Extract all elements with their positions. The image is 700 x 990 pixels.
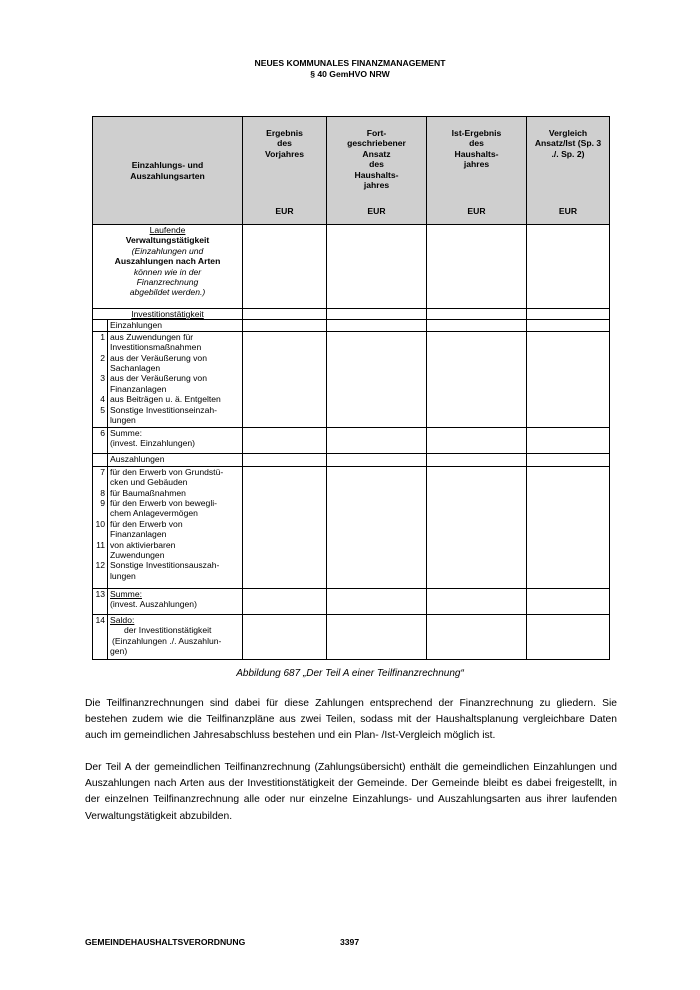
num-cell [93,320,108,331]
header-line: ./. Sp. 2) [551,148,585,159]
invest-heading-cell [93,309,243,320]
header-line: Ansatz [362,148,391,159]
value-cell [327,309,427,320]
value-cell [527,466,610,588]
item-line: gen) [110,645,128,656]
table-row-laufende-verwaltung [93,225,610,309]
lv-line: Verwaltungstätigkeit [125,235,210,246]
value-cell [527,331,610,427]
row-number [93,384,105,394]
value-cell [327,225,427,309]
row-number: 9 [100,497,105,508]
unit-label: EUR [367,205,386,216]
item-line: aus der Veräußerung von [110,373,207,384]
value-cell [527,614,610,659]
item-line: Investitionsmaßnahmen [110,342,202,353]
item-line: Summe: [110,588,142,599]
row-number [93,477,105,487]
table-row-summe-auszahlungen [93,588,610,614]
header-section: § 40 GemHVO NRW [310,69,390,79]
item-line: (Einzahlungen ./. Auszahlun- [112,635,222,646]
value-cell [327,331,427,427]
header-line: Ergebnis [266,128,303,138]
row-number [93,550,105,560]
value-cell [427,453,527,466]
value-cell [527,225,610,309]
einzahlungen-labels [108,331,243,427]
row-number [93,508,105,518]
item-line: Finanzanlagen [110,529,167,540]
num-cell [93,614,108,659]
value-cell [427,588,527,614]
value-cell [527,320,610,331]
header-line: Haushalts- [454,148,499,159]
value-cell [427,225,527,309]
footer-title: GEMEINDEHAUSHALTSVERORDNUNG [85,937,246,947]
value-cell [243,427,327,453]
item-line: für den Erwerb von [110,518,183,529]
value-cell [243,331,327,427]
unit-label: EUR [558,205,578,216]
value-cell [427,331,527,427]
item-line: cken und Gebäuden [110,477,188,488]
value-cell [427,309,527,320]
header-line: Fort- [366,128,387,138]
lv-line: Laufende [149,225,186,235]
item-line: Saldo: [110,614,135,625]
table-row-einzahlungen-heading [93,320,610,331]
item-line: chem Anlagevermögen [110,508,198,519]
column-header-ansatz [327,117,427,225]
page-number: 3397 [340,937,360,947]
auszahlungen-heading: Auszahlungen [108,453,243,466]
value-cell [243,466,327,588]
auszahlungen-labels [108,466,243,588]
teilfinanzrechnung-table [92,116,610,660]
row-number: 13 [95,588,105,599]
table-row-auszahlungen-heading [93,453,610,466]
table-row-einzahlungen-items [93,331,610,427]
value-cell [327,320,427,331]
row-number: 5 [100,404,105,415]
row-number: 4 [100,394,105,405]
item-line: Summe: [110,427,142,438]
column-header-ist [427,117,527,225]
item-line: (invest. Auszahlungen) [110,599,197,610]
invest-heading: Investitionstätigkeit [131,309,204,319]
table-row-auszahlungen-items [93,466,610,588]
body-paragraph-2: Der Teil A der gemeindlichen Teilfinanzrechnung (Zahlungsübersicht) enthält die gemeindlichen Einzahlungen und Auszahlungen nach Arten aus der Investitionstätigkeit der Gemeinde. Der Gemeinde bleibt es dabei freigestellt, in der einzelnen Teilfinanzrechnung alle oder nur einzelne Einzahlungs- und Auszahlungsarten aus ihrer laufenden Verwaltungstätigkeit abzubilden. [85,762,617,822]
header-line: des [277,138,292,149]
value-cell [427,466,527,588]
label-header-line: Auszahlungsarten [130,170,205,181]
lv-line: abgebildet werden.) [129,287,206,298]
label-column-header [93,117,243,225]
row-number [93,363,105,373]
header-line: Ist-Ergebnis [451,128,502,138]
item-line: lungen [110,414,136,425]
body-paragraph-1: Die Teilfinanzrechnungen sind dabei für diese Zahlungen entsprechend der Finanzrechnung zu gliedern. Sie bestehen zudem wie die Teilfinanzpläne aus zwei Teilen, sodass mit der Haushaltsplanung vergleichbare Daten auch im gemeindlichen Jahresabschluss bestehen und ein Plan- /Ist-Vergleich möglich ist. [85,698,617,742]
table-row-invest-heading [93,309,610,320]
item-line: für den Erwerb von bewegli- [110,497,217,508]
lv-line: können wie in der [133,266,202,277]
num-cell [93,331,108,427]
row-number: 1 [100,331,105,342]
header-line: Vorjahres [264,148,304,159]
summe-auszahlungen-label [108,588,243,614]
value-cell [427,614,527,659]
value-cell [327,466,427,588]
item-line: lungen [110,570,136,581]
value-cell [243,320,327,331]
header-line: geschriebener [347,138,406,149]
value-cell [243,225,327,309]
header-line: Vergleich [548,128,588,138]
header-line: Ansatz/Ist (Sp. 3 [534,138,602,149]
row-number: 8 [100,487,105,498]
header-line: jahres [463,159,490,170]
value-cell [243,453,327,466]
value-cell [243,614,327,659]
item-line: Sonstige Investitionseinzah- [110,404,218,415]
figure-caption: Abbildung 687 „Der Teil A einer Teilfinanzrechnung“ [236,668,464,679]
row-number: 12 [95,560,105,571]
value-cell [327,588,427,614]
value-cell [243,588,327,614]
header-title: NEUES KOMMUNALES FINANZMANAGEMENT [254,58,446,68]
unit-label: EUR [467,205,486,216]
num-cell [93,588,108,614]
row-number: 11 [96,539,105,550]
item-line: Finanzanlagen [110,383,167,394]
table-row-saldo [93,614,610,659]
value-cell [327,453,427,466]
page-header [0,58,700,80]
num-cell [93,466,108,588]
item-line: aus Beiträgen u. ä. Entgelten [110,394,221,405]
value-cell [527,427,610,453]
value-cell [527,309,610,320]
value-cell [527,453,610,466]
row-number [93,571,105,581]
num-cell [93,453,108,466]
item-line: der Investitionstätigkeit [124,625,212,636]
value-cell [327,614,427,659]
lv-line: Auszahlungen nach Arten [114,256,221,267]
item-line: für Baumaßnahmen [110,487,186,498]
table-row-summe-einzahlungen [93,427,610,453]
row-number [93,415,105,425]
einzahlungen-heading: Einzahlungen [108,320,243,331]
row-number [93,342,105,352]
value-cell [527,588,610,614]
item-line: (invest. Einzahlungen) [110,438,196,449]
lv-line: Finanzrechnung [136,277,199,288]
item-line: aus Zuwendungen für [110,331,194,342]
header-line: des [469,138,484,149]
row-number: 7 [100,466,105,477]
value-cell [427,427,527,453]
row-number: 6 [100,427,105,438]
lv-label-cell [93,225,243,309]
row-number [93,529,105,539]
summe-einzahlungen-label [108,427,243,453]
row-number: 2 [100,352,105,363]
table-header-row [93,117,610,225]
row-number: 14 [95,614,105,625]
item-line: von aktivierbaren [110,539,176,550]
value-cell [427,320,527,331]
column-header-vergleich [527,117,610,225]
num-cell [93,427,108,453]
unit-label: EUR [275,205,294,216]
header-line: jahres [363,180,390,191]
value-cell [327,427,427,453]
column-header-vorjahr [243,117,327,225]
label-header-line: Einzahlungs- und [131,160,204,171]
item-line: Sonstige Investitionsauszah- [110,560,220,571]
row-number: 3 [100,373,105,384]
saldo-label [108,614,243,659]
item-line: Zuwendungen [110,549,165,560]
item-line: Sachanlagen [110,362,161,373]
header-line: Haushalts- [354,169,399,180]
item-line: aus der Veräußerung von [110,352,207,363]
value-cell [243,309,327,320]
lv-line: (Einzahlungen und [131,245,204,256]
header-line: des [369,159,384,170]
item-line: für den Erwerb von Grundstü- [110,466,224,477]
row-number: 10 [95,518,105,529]
